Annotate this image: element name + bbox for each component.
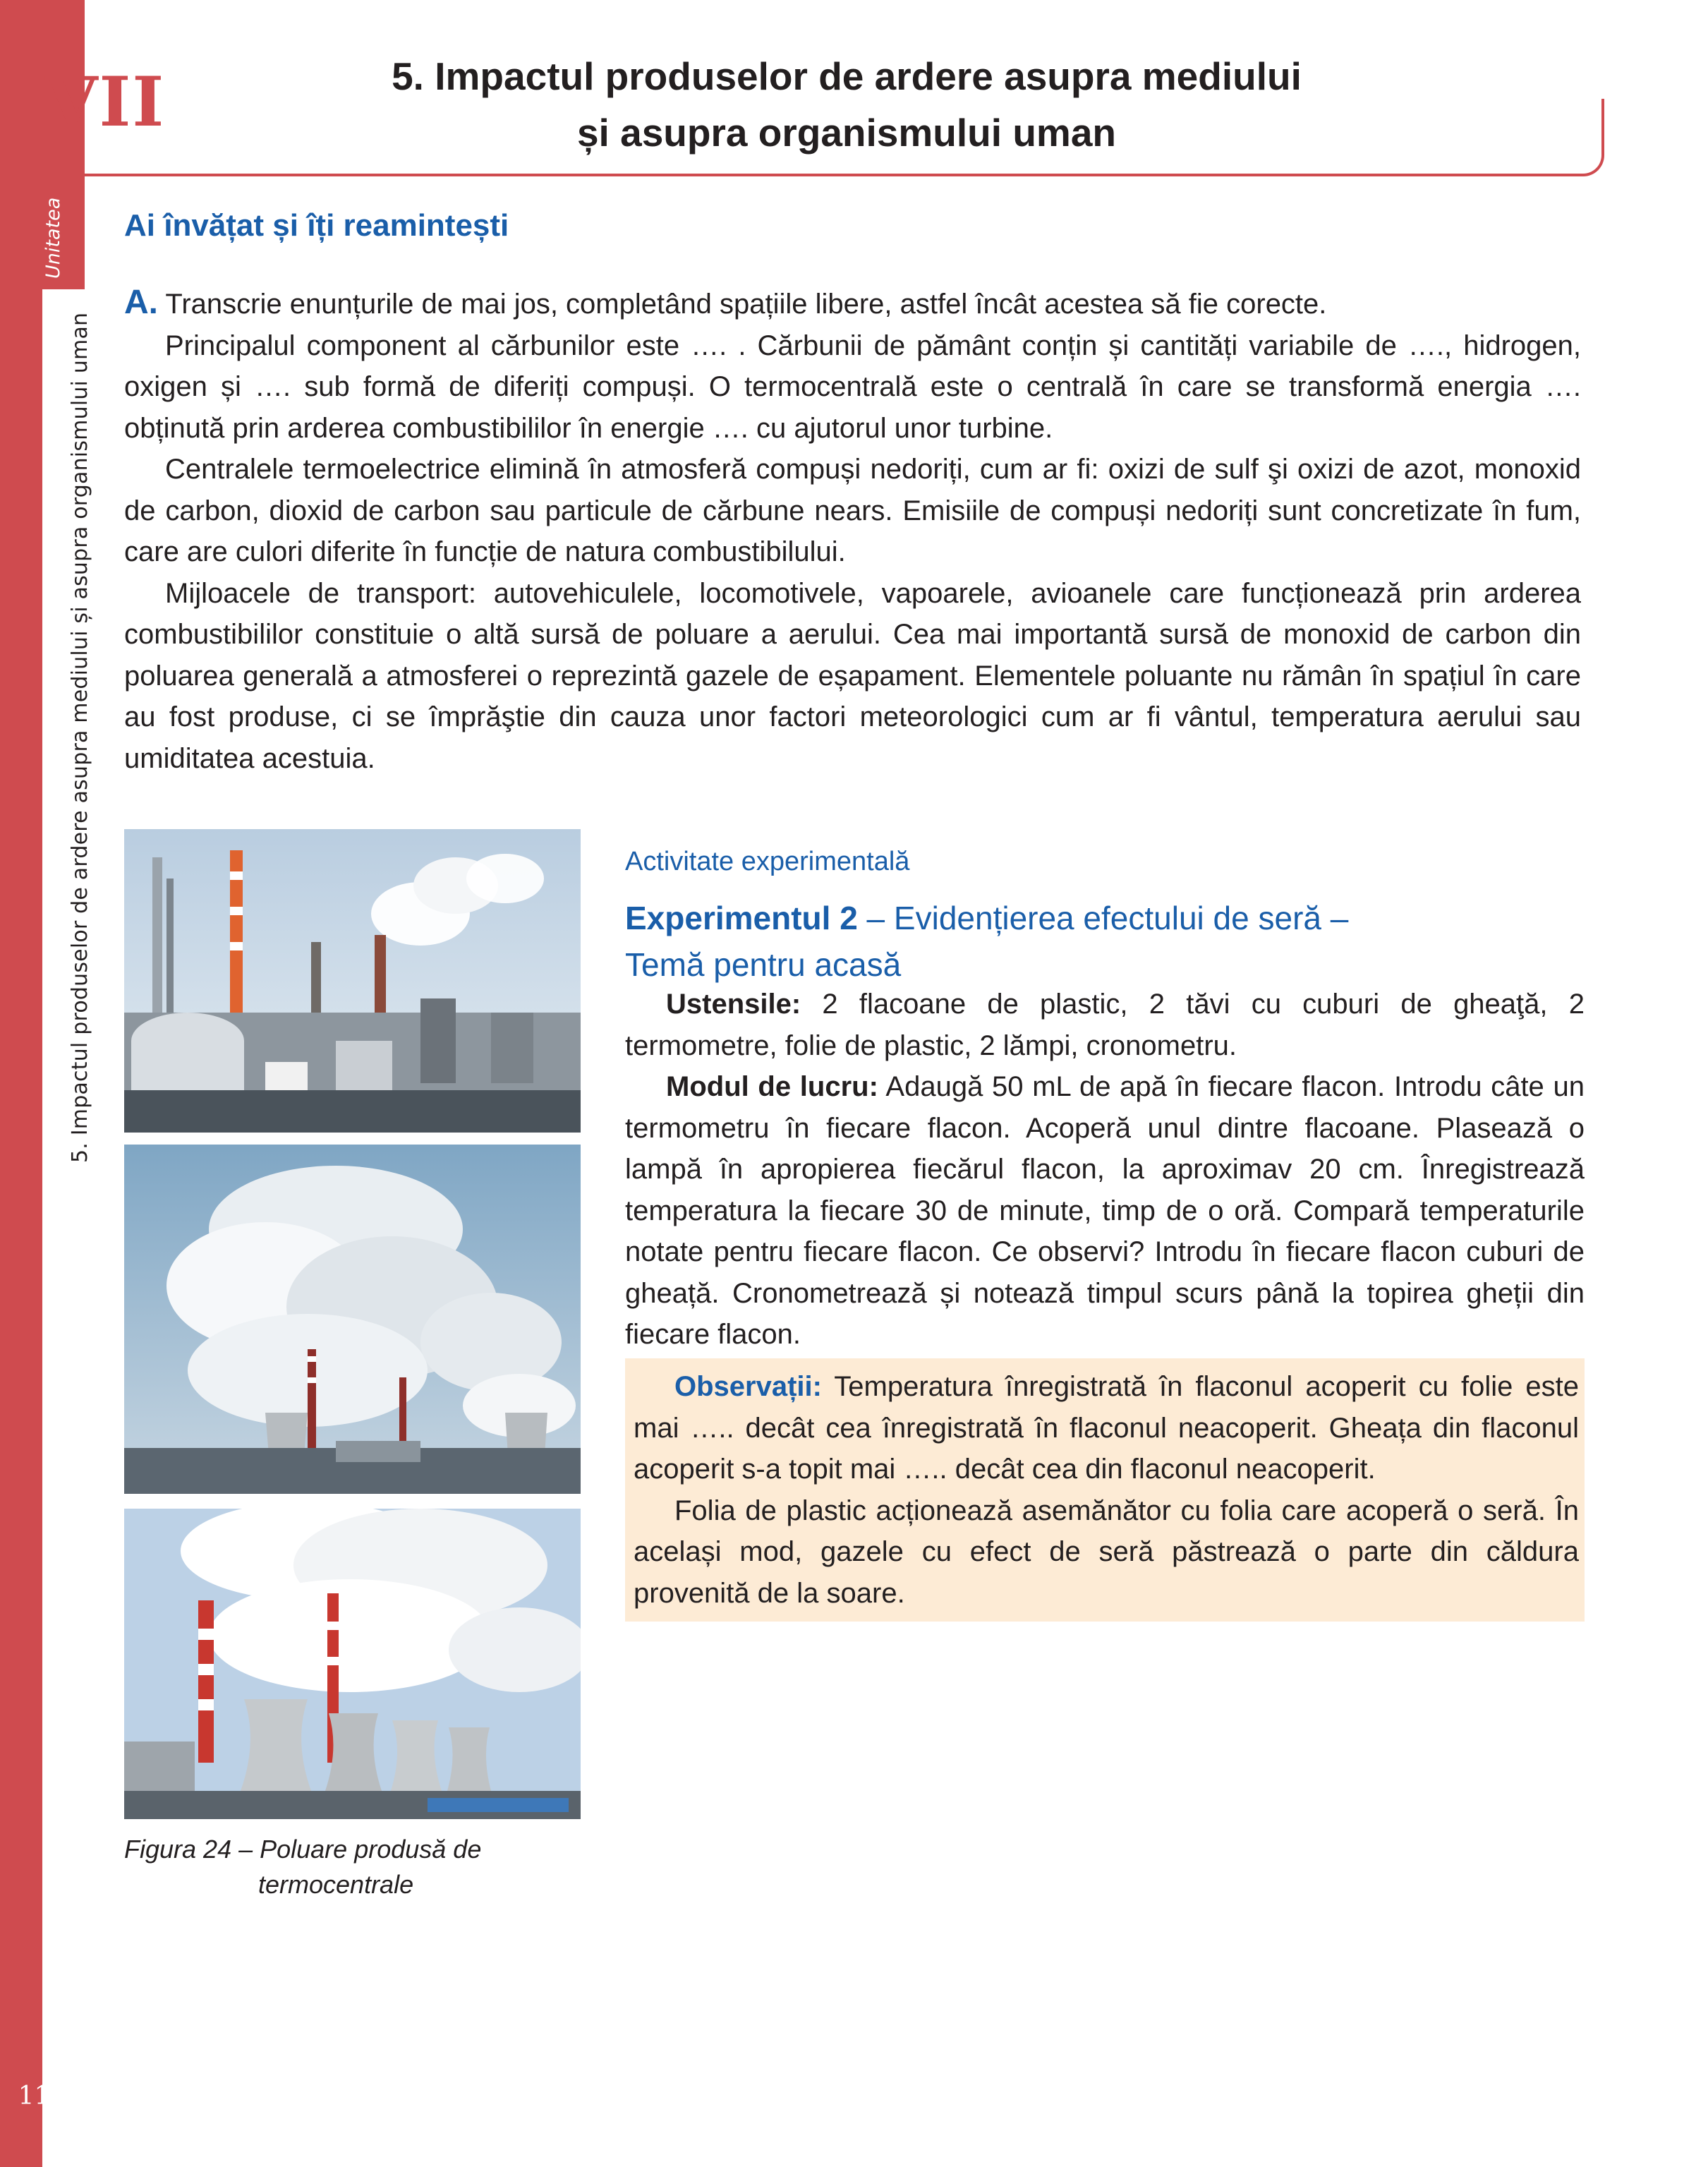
page-title bbox=[212, 48, 1482, 161]
unit-roman-numeral: VII bbox=[45, 62, 166, 142]
refinery-photo bbox=[124, 829, 581, 1133]
paragraph-2: Centralele termoelectrice elimină în atmosferă compuși nedoriți, cum ar fi: oxizi de sulf şi oxizi de azot, monoxid de carbon, dioxid de carbon sau particule de cărbune nears. Emisiile de compuși nedoriți sunt concretizate în fum, care are culori diferite în funcție de natura combustibilului. bbox=[124, 454, 1581, 567]
paragraph-1: Principalul component al cărbunilor este …. . Cărbunii de pământ conțin și cantități variabile de …., hidrogen, oxigen și …. sub formă de diferiți compuși. O termocentrală este o centrală în care se transformă energia …. obținută prin arderea combustibililor în energie …. cu ajutorul unor turbine. bbox=[124, 330, 1581, 444]
observations-paragraph-1: Observații: Temperatura înregistrată în flaconul acoperit cu folie este mai ….. decât cea înregistrată în flaconul neacoperit. Gheața din flaconul acoperit s-a topit mai ….. decât cea din flaconul neacoperit. bbox=[634, 1371, 1579, 1485]
side-running-title: 5. Impactul produselor de ardere asupra mediului și asupra organismului uman bbox=[68, 312, 92, 1163]
experiment-title-line2: Temă pentru acasă bbox=[625, 946, 902, 983]
power-station-photo bbox=[124, 1145, 581, 1494]
figure-caption-line1: Figura 24 – Poluare produsă de bbox=[124, 1835, 482, 1864]
unit-word: Unitatea bbox=[42, 197, 64, 279]
exercise-instruction: A. Transcrie enunțurile de mai jos, completând spațiile libere, astfel încât acestea să fie corecte. bbox=[124, 284, 1327, 321]
observations-label: Observații: bbox=[674, 1371, 822, 1402]
ustensile-paragraph: Ustensile: 2 flacoane de plastic, 2 tăvi cu cuburi de gheaţă, 2 termometre, folie de plastic, 2 lămpi, cronometru. bbox=[625, 989, 1585, 1061]
activity-label: Activitate experimentală bbox=[625, 847, 910, 876]
left-stripe bbox=[0, 289, 42, 2167]
figure-caption bbox=[124, 1832, 519, 1902]
exercise-label: A. bbox=[124, 284, 158, 321]
page-title-line1: 5. Impactul produselor de ardere asupra mediului bbox=[392, 54, 1302, 98]
observations-paragraph-2: Folia de plastic acționează asemănător cu folia care acoperă o seră. În același mod, gazele cu efect de seră păstrează o parte din căldura provenită de la soare. bbox=[634, 1495, 1579, 1609]
page-number: 116 bbox=[18, 2082, 67, 2111]
paragraph-3: Mijloacele de transport: autovehiculele, locomotivele, vapoarele, avioanele care funcționează prin arderea combustibililor constituie o altă sursă de poluare a aerului. Cea mai importantă sursă de monoxid de carbon din poluarea generală a atmosferei o reprezintă gazele de eșapament. Elementele poluante nu rămân în spațiul în care au fost produse, ci se împrăştie din cauza unor factori meteorologici cum ar fi vântul, temperatura aerului sau umiditatea acestuia. bbox=[124, 577, 1581, 774]
cooling-towers-photo bbox=[124, 1509, 581, 1819]
observations-text bbox=[634, 1366, 1579, 1614]
experiment-title: Experimentul 2 – Evidențierea efectului de seră – Temă pentru acasă bbox=[625, 895, 1585, 988]
modul-paragraph: Modul de lucru: Adaugă 50 mL de apă în fiecare flacon. Introdu câte un termometru în fiecare flacon. Acoperă unul dintre flacoane. Plasează o lampă în apropierea fiecărul flacon, la aproximav 20 cm. Înregistrează temperatura la fiecare 30 de minute, timp de o oră. Compară temperaturile notate pentru fiecare flacon. Ce observi? Introdu în fiecare flacon cuburi de gheață. Cronometrează și notează timpul scurs până la topirea gheții din fiecare flacon. bbox=[625, 1071, 1585, 1350]
page-title-line2: și asupra organismului uman bbox=[576, 111, 1117, 155]
exercise-text bbox=[124, 282, 1581, 779]
experiment-body bbox=[625, 984, 1585, 1356]
experiment-title-bold: Experimentul 2 bbox=[625, 900, 858, 936]
section-heading: Ai învățat și îți reamintești bbox=[124, 208, 509, 243]
figure-caption-line2: termocentrale bbox=[258, 1870, 414, 1899]
